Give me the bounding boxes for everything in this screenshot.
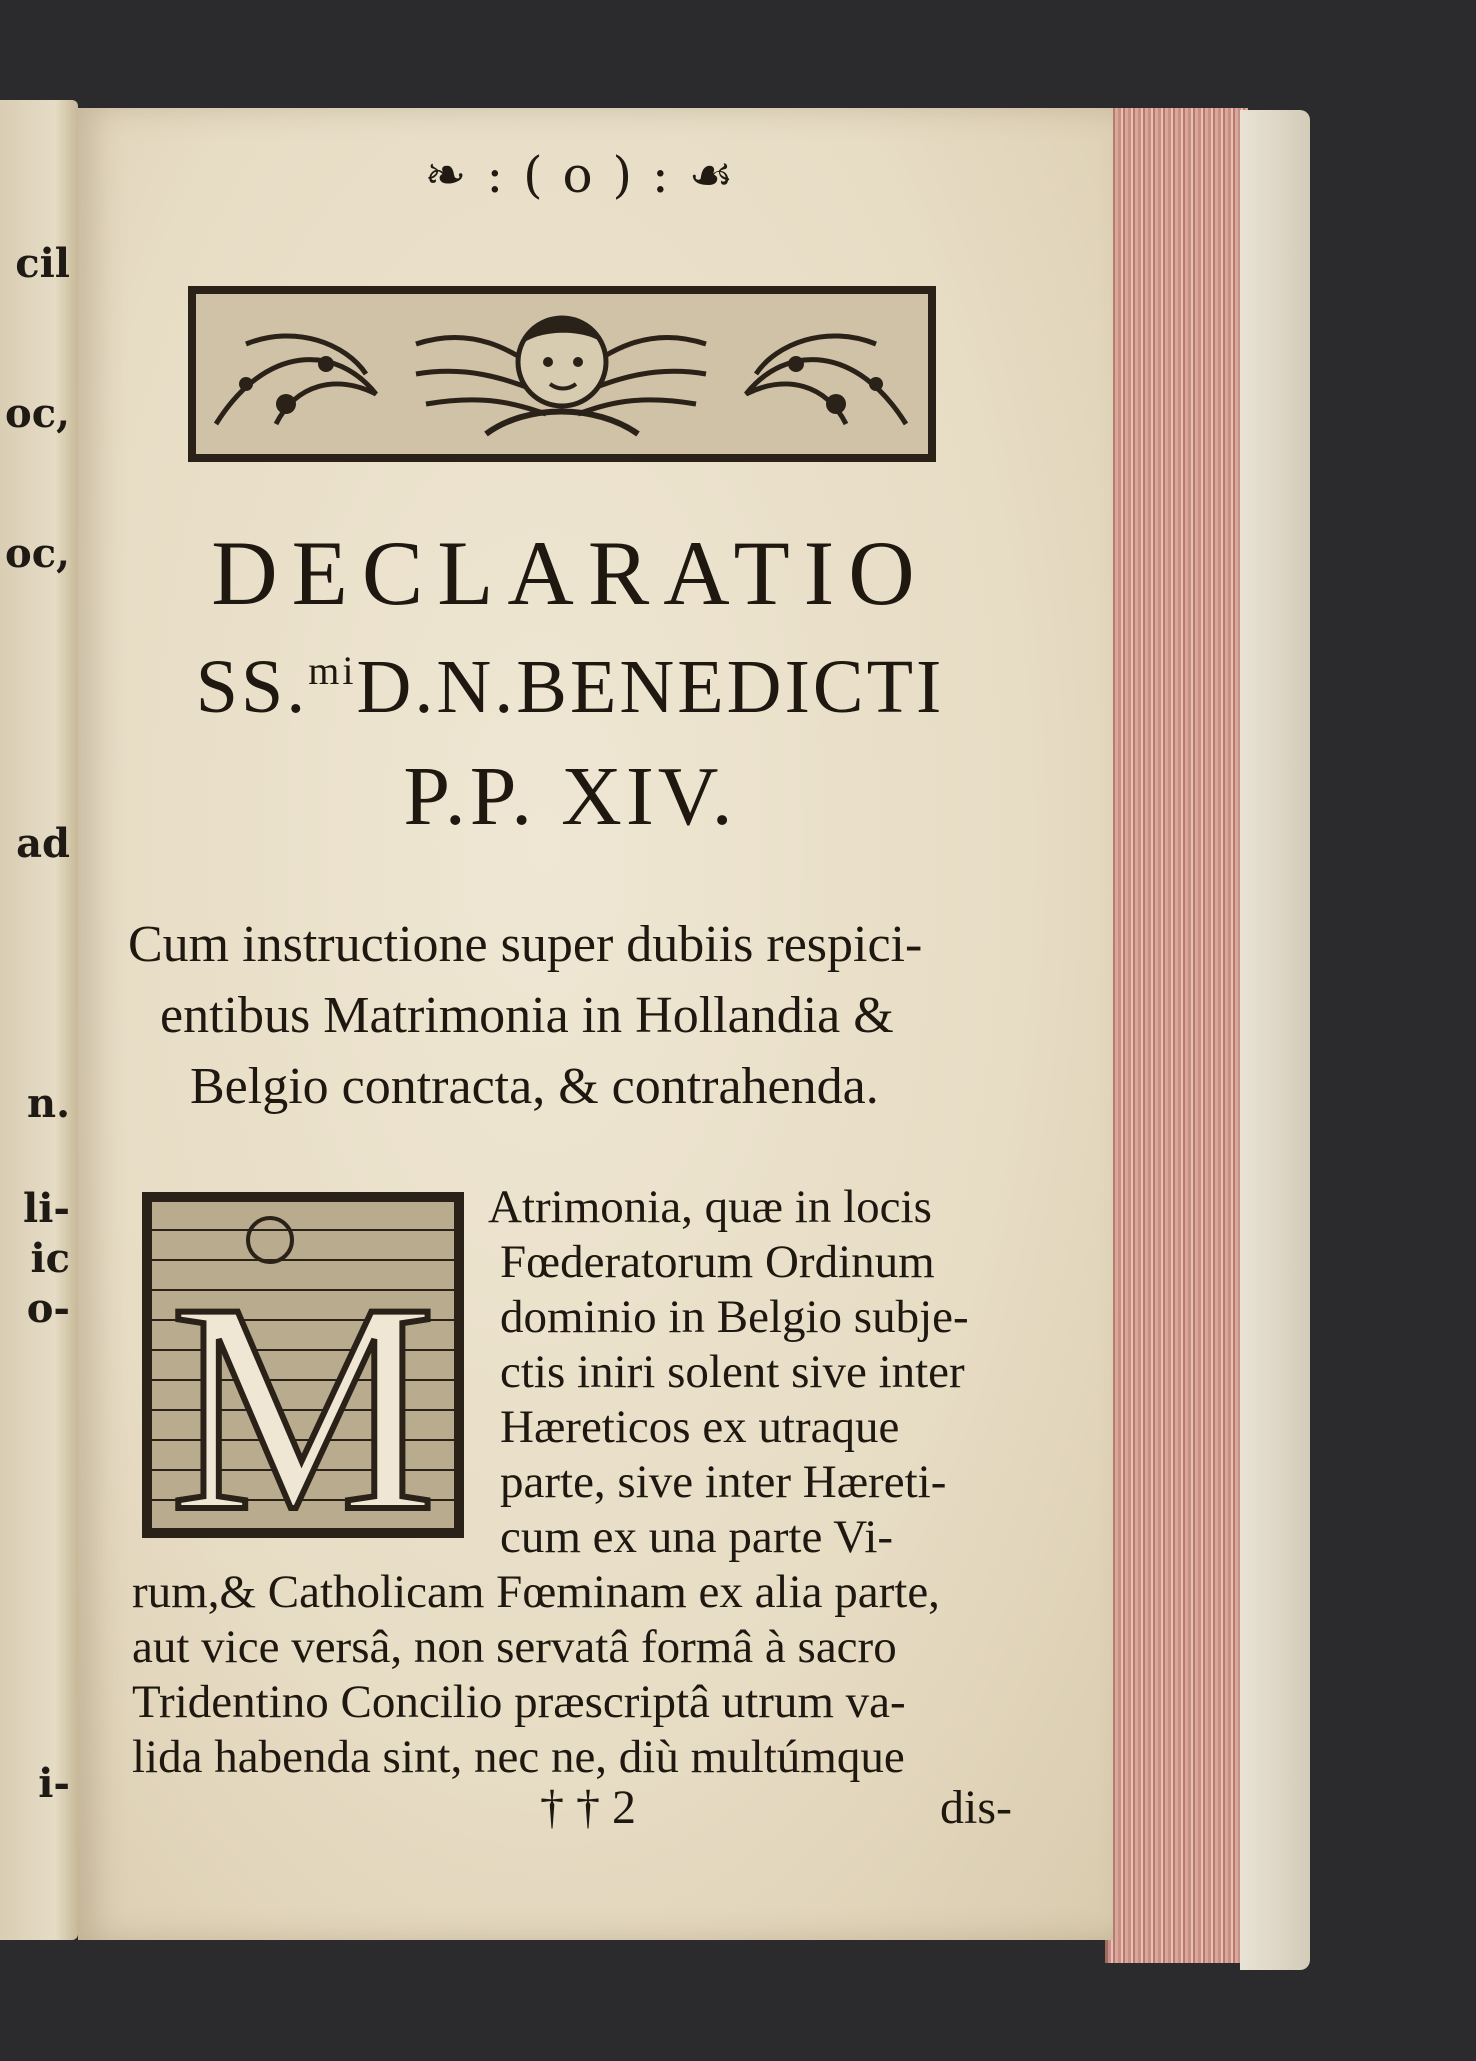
body-line: Atrimonia, quæ in locis xyxy=(488,1181,932,1233)
body-line: parte, sive inter Hæreti- xyxy=(500,1456,947,1508)
initial-letter: M xyxy=(169,1241,437,1540)
body-line: aut vice versâ, non servatâ formâ à sacro xyxy=(132,1621,897,1673)
title-dn-benedicti: D.N.BENEDICTI xyxy=(356,645,945,729)
title-pp-xiv: P.P. XIV. xyxy=(403,750,737,843)
left-fragment: oc, xyxy=(5,390,70,437)
left-fragment: ad xyxy=(16,820,70,867)
page-header-ornament: ❧ : ( o ) : ☙ xyxy=(424,146,736,204)
left-fragment: n. xyxy=(26,1080,70,1127)
page-block-edge xyxy=(1105,108,1248,1963)
body-line: cum ex una parte Vi- xyxy=(500,1511,894,1563)
left-fragment: oc, xyxy=(5,530,70,577)
body-line: rum,& Catholicam Fœminam ex alia parte, xyxy=(132,1566,940,1618)
title-benedicti xyxy=(120,644,1020,731)
title-superscript: mi xyxy=(308,648,357,693)
subtitle-line: Cum instructione super dubiis respici- xyxy=(128,916,923,973)
body-line: lida habenda sint, nec ne, diù multúmque xyxy=(132,1731,905,1783)
left-fragment: o- xyxy=(26,1285,70,1332)
body-line: dominio in Belgio subje- xyxy=(500,1291,969,1343)
title-declaratio: DECLARATIO xyxy=(211,522,929,624)
signature-mark: † † 2 xyxy=(540,1781,636,1834)
previous-page-edge xyxy=(0,100,78,1940)
cherub-headpiece-icon xyxy=(186,284,938,464)
book-cover-edge xyxy=(1240,110,1310,1970)
left-fragment: li- xyxy=(23,1185,70,1232)
initial-letter-woodcut xyxy=(140,1190,466,1540)
body-line: Hæreticos ex utraque xyxy=(500,1401,900,1453)
title-ss: SS. xyxy=(195,645,309,729)
subtitle-line: entibus Matrimonia in Hollandia & xyxy=(160,987,894,1044)
body-line: Tridentino Concilio præscriptâ utrum va- xyxy=(132,1676,906,1728)
left-fragment: i- xyxy=(38,1760,70,1807)
left-fragment: cil xyxy=(15,240,70,287)
catchword: dis- xyxy=(940,1781,1012,1834)
body-line: Fœderatorum Ordinum xyxy=(500,1236,935,1288)
subtitle-line: Belgio contracta, & contrahenda. xyxy=(190,1058,879,1115)
left-fragment: ic xyxy=(30,1235,70,1282)
body-line: ctis iniri solent sive inter xyxy=(500,1346,965,1398)
